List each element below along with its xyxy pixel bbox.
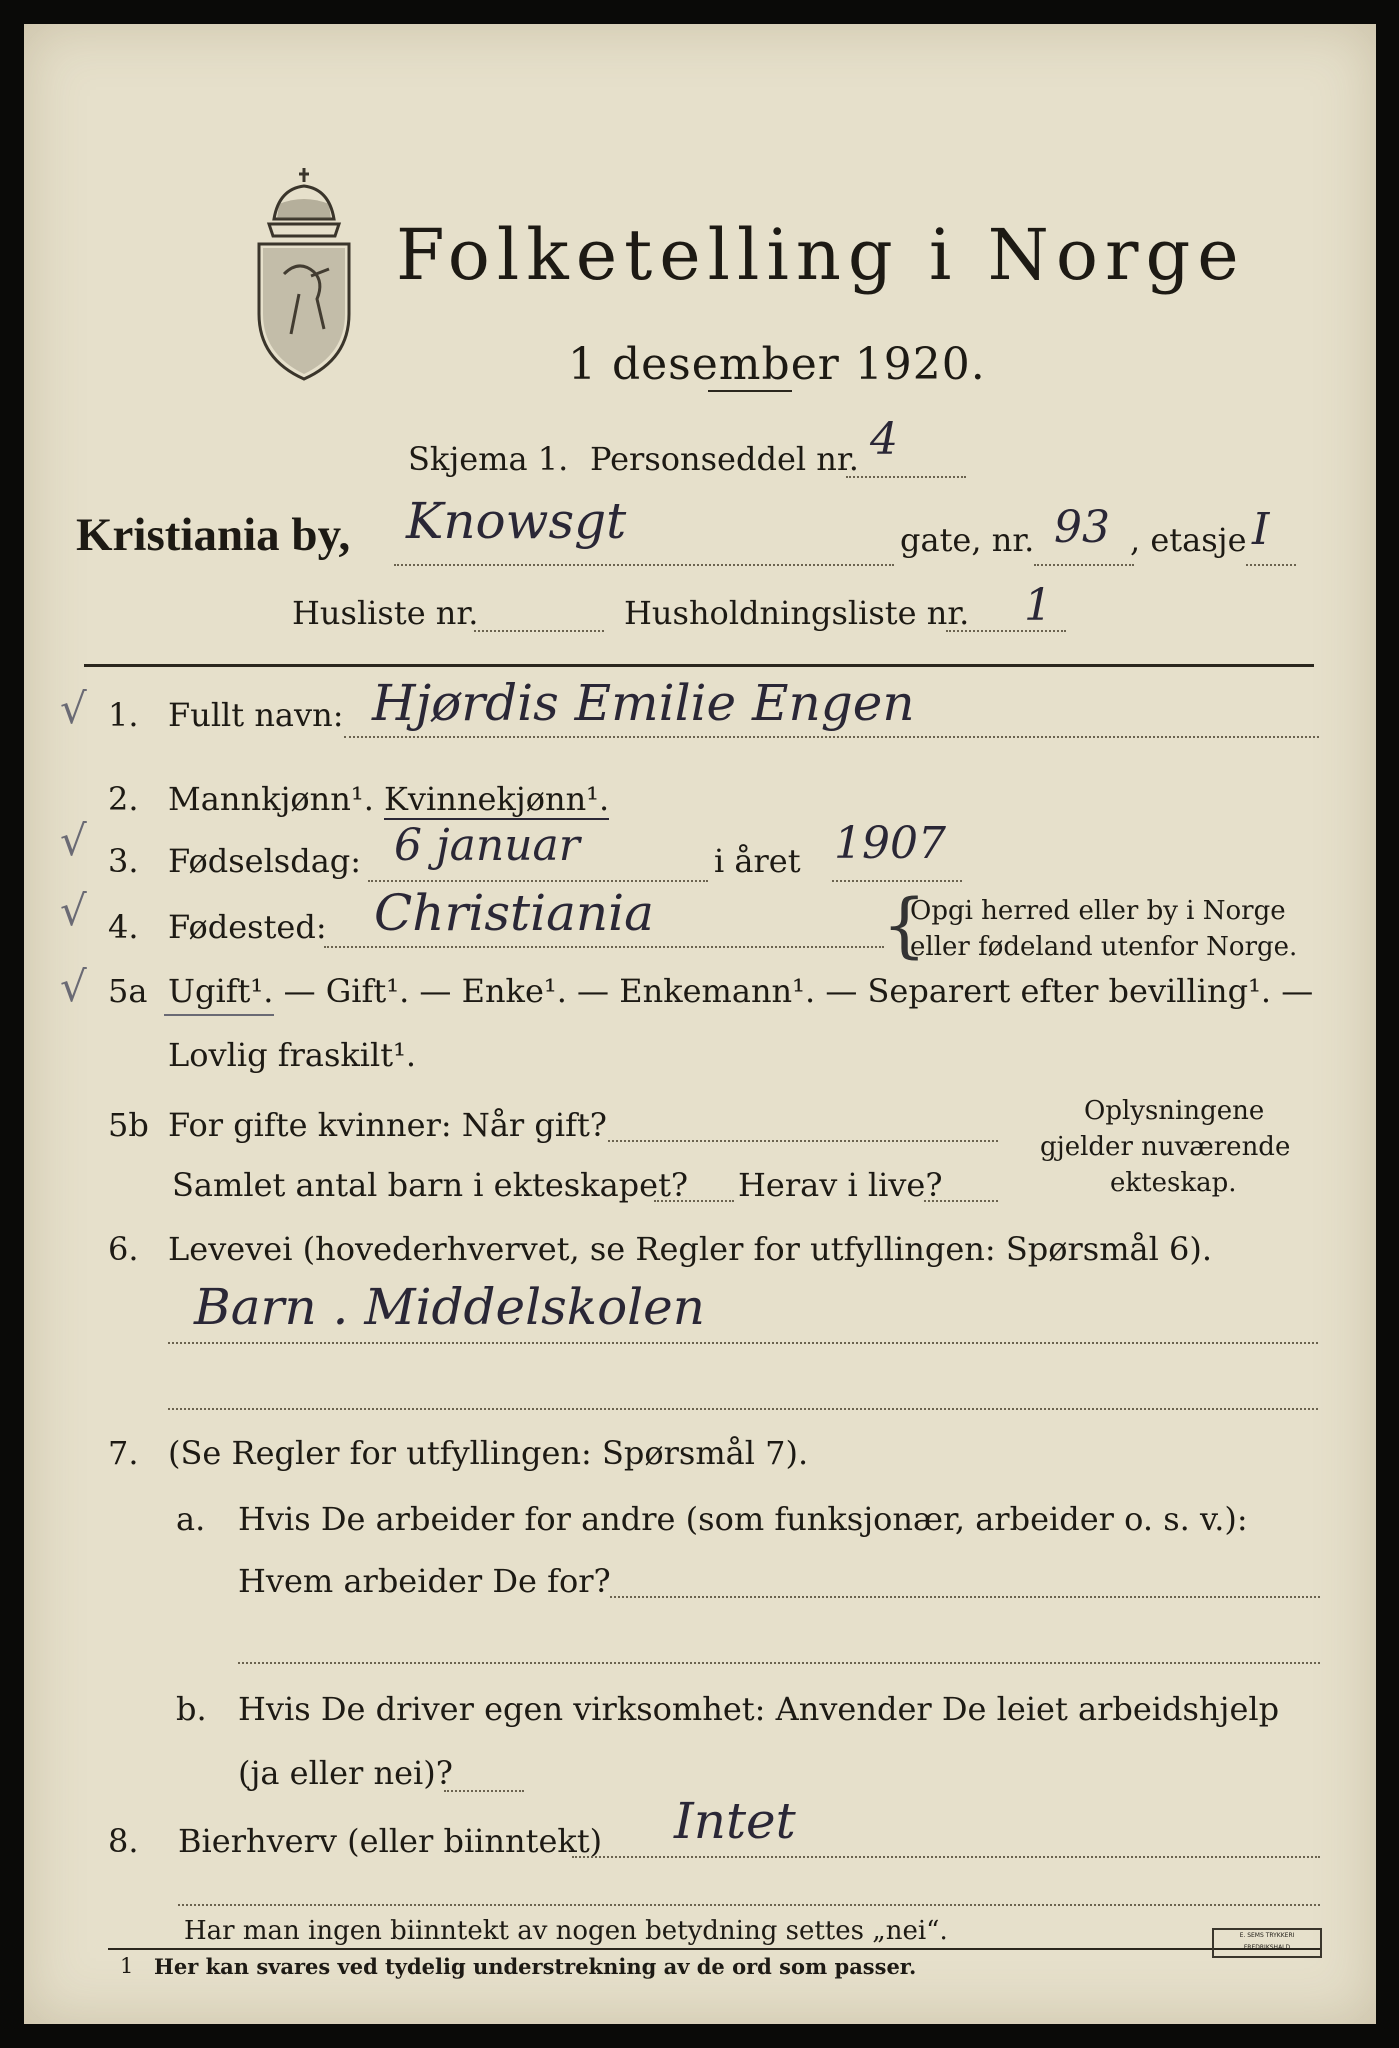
husholdning-label: Husholdningsliste nr. bbox=[624, 594, 970, 632]
husliste-label: Husliste nr. bbox=[292, 594, 479, 632]
divider bbox=[708, 390, 792, 392]
birthplace-note-2: eller fødeland utenfor Norge. bbox=[910, 932, 1298, 962]
q5b-alive-label: Herav i live? bbox=[738, 1166, 943, 1204]
street-value[interactable]: Knowsgt bbox=[406, 492, 627, 550]
birthplace-value[interactable]: Christiania bbox=[374, 884, 654, 942]
q1-number: 1. bbox=[108, 696, 139, 734]
hired-help-field-line bbox=[444, 1790, 524, 1792]
check-mark: √ bbox=[60, 962, 87, 1011]
etasje-label: , etasje bbox=[1130, 521, 1247, 559]
q5b-number: 5b bbox=[108, 1106, 149, 1144]
q5b-children-label: Samlet antal barn i ekteskapet? bbox=[172, 1166, 689, 1204]
alive-field-line bbox=[924, 1200, 998, 1202]
birthday-value[interactable]: 6 januar bbox=[394, 820, 580, 871]
printer-stamp: E. SEMS TRYKKERI FREDRIKSHALD bbox=[1212, 1928, 1322, 1958]
personseddel-value[interactable]: 4 bbox=[870, 414, 898, 465]
husholdning-value[interactable]: 1 bbox=[1024, 580, 1052, 631]
q7a-line-2: Hvem arbeider De for? bbox=[238, 1562, 611, 1600]
gender-male-option[interactable]: Mannkjønn¹. bbox=[168, 780, 374, 818]
full-name-value[interactable]: Hjørdis Emilie Engen bbox=[372, 674, 915, 732]
children-field-line bbox=[654, 1200, 734, 1202]
check-mark: √ bbox=[60, 684, 87, 733]
q4-number: 4. bbox=[108, 908, 139, 946]
check-mark: √ bbox=[60, 816, 87, 865]
marriage-note-3: ekteskap. bbox=[1110, 1168, 1237, 1198]
q5b-label: For gifte kvinner: Når gift? bbox=[168, 1106, 607, 1144]
norwegian-coat-of-arms-icon bbox=[229, 164, 379, 389]
employer-field-line-2 bbox=[238, 1662, 1320, 1664]
q2-number: 2. bbox=[108, 780, 139, 818]
birthplace-field-line bbox=[324, 946, 884, 948]
q1-label: Fullt navn: bbox=[168, 696, 344, 734]
personseddel-field-line bbox=[846, 476, 966, 478]
year-field-line bbox=[832, 880, 962, 882]
side-income-field-line bbox=[572, 1856, 1320, 1858]
q7a-number: a. bbox=[176, 1500, 206, 1538]
birthday-field-line bbox=[368, 880, 708, 882]
gate-nr-field-line bbox=[1034, 564, 1134, 566]
q7b-number: b. bbox=[176, 1690, 207, 1728]
gate-label: gate, nr. bbox=[900, 521, 1035, 559]
gender-female-option[interactable]: Kvinnekjønn¹. bbox=[384, 780, 610, 818]
separator-line bbox=[178, 1904, 1320, 1906]
q1-field-line bbox=[344, 736, 1319, 738]
marriage-note-1: Oplysningene bbox=[1084, 1096, 1265, 1126]
footnote-text: Her kan svares ved tydelig understrekning av de ord som passer. bbox=[154, 1954, 917, 1979]
footnote-number: 1 bbox=[120, 1954, 134, 1978]
birthplace-note-1: Opgi herred eller by i Norge bbox=[910, 896, 1286, 926]
city-label: Kristiania by, bbox=[76, 509, 351, 561]
q8-label: Bierhverv (eller biinntekt) bbox=[178, 1822, 603, 1860]
bottom-note: Har man ingen biinntekt av nogen betydning settes „nei“. bbox=[184, 1916, 948, 1946]
form-title: Folketelling i Norge bbox=[396, 214, 1246, 296]
husliste-field-line bbox=[474, 630, 604, 632]
census-date: 1 desember 1920. bbox=[568, 339, 986, 390]
street-field-line bbox=[394, 564, 894, 566]
occupation-field-line bbox=[168, 1342, 1318, 1344]
employer-field-line bbox=[610, 1596, 1320, 1598]
gate-nr-value[interactable]: 93 bbox=[1054, 502, 1110, 553]
brace: { bbox=[882, 884, 927, 966]
divorced-option[interactable]: Lovlig fraskilt¹. bbox=[168, 1036, 417, 1074]
header-rule bbox=[84, 664, 1314, 667]
etasje-field-line bbox=[1246, 564, 1296, 566]
occupation-field-line-2 bbox=[168, 1408, 1318, 1410]
birth-year-value[interactable]: 1907 bbox=[834, 818, 946, 869]
q6-number: 6. bbox=[108, 1230, 139, 1268]
q4-label: Fødested: bbox=[168, 908, 327, 946]
side-income-value[interactable]: Intet bbox=[674, 1792, 796, 1850]
q6-label: Levevei (hovederhvervet, se Regler for utfyllingen: Spørsmål 6). bbox=[168, 1230, 1213, 1268]
occupation-value[interactable]: Barn . Middelskolen bbox=[194, 1278, 705, 1336]
married-when-field-line bbox=[608, 1140, 998, 1142]
census-form-page bbox=[24, 24, 1376, 2024]
ugift-underline bbox=[164, 1014, 274, 1016]
q7b-line-2: (ja eller nei)? bbox=[238, 1754, 453, 1792]
q7a-line-1: Hvis De arbeider for andre (som funksjonær, arbeider o. s. v.): bbox=[238, 1500, 1248, 1538]
q7b-line-1: Hvis De driver egen virksomhet: Anvender De leiet arbeidshjelp bbox=[238, 1690, 1280, 1728]
q5a-number: 5a bbox=[108, 972, 148, 1010]
q3-label: Fødselsdag: bbox=[168, 842, 362, 880]
q8-number: 8. bbox=[108, 1822, 139, 1860]
footer-rule bbox=[108, 1948, 1320, 1950]
marriage-note-2: gjelder nuværende bbox=[1040, 1132, 1291, 1162]
q3-number: 3. bbox=[108, 842, 139, 880]
etasje-value[interactable]: I bbox=[1252, 504, 1270, 555]
check-mark: √ bbox=[60, 886, 87, 935]
schema-label: Skjema 1. bbox=[408, 440, 569, 478]
q7-number: 7. bbox=[108, 1434, 139, 1472]
personseddel-label: Personseddel nr. bbox=[590, 440, 859, 478]
q7-label: (Se Regler for utfyllingen: Spørsmål 7). bbox=[168, 1434, 809, 1472]
year-label: i året bbox=[714, 842, 801, 880]
marital-status-options[interactable]: Ugift¹. — Gift¹. — Enke¹. — Enkemann¹. — Separert efter bevilling¹. — bbox=[168, 972, 1314, 1010]
